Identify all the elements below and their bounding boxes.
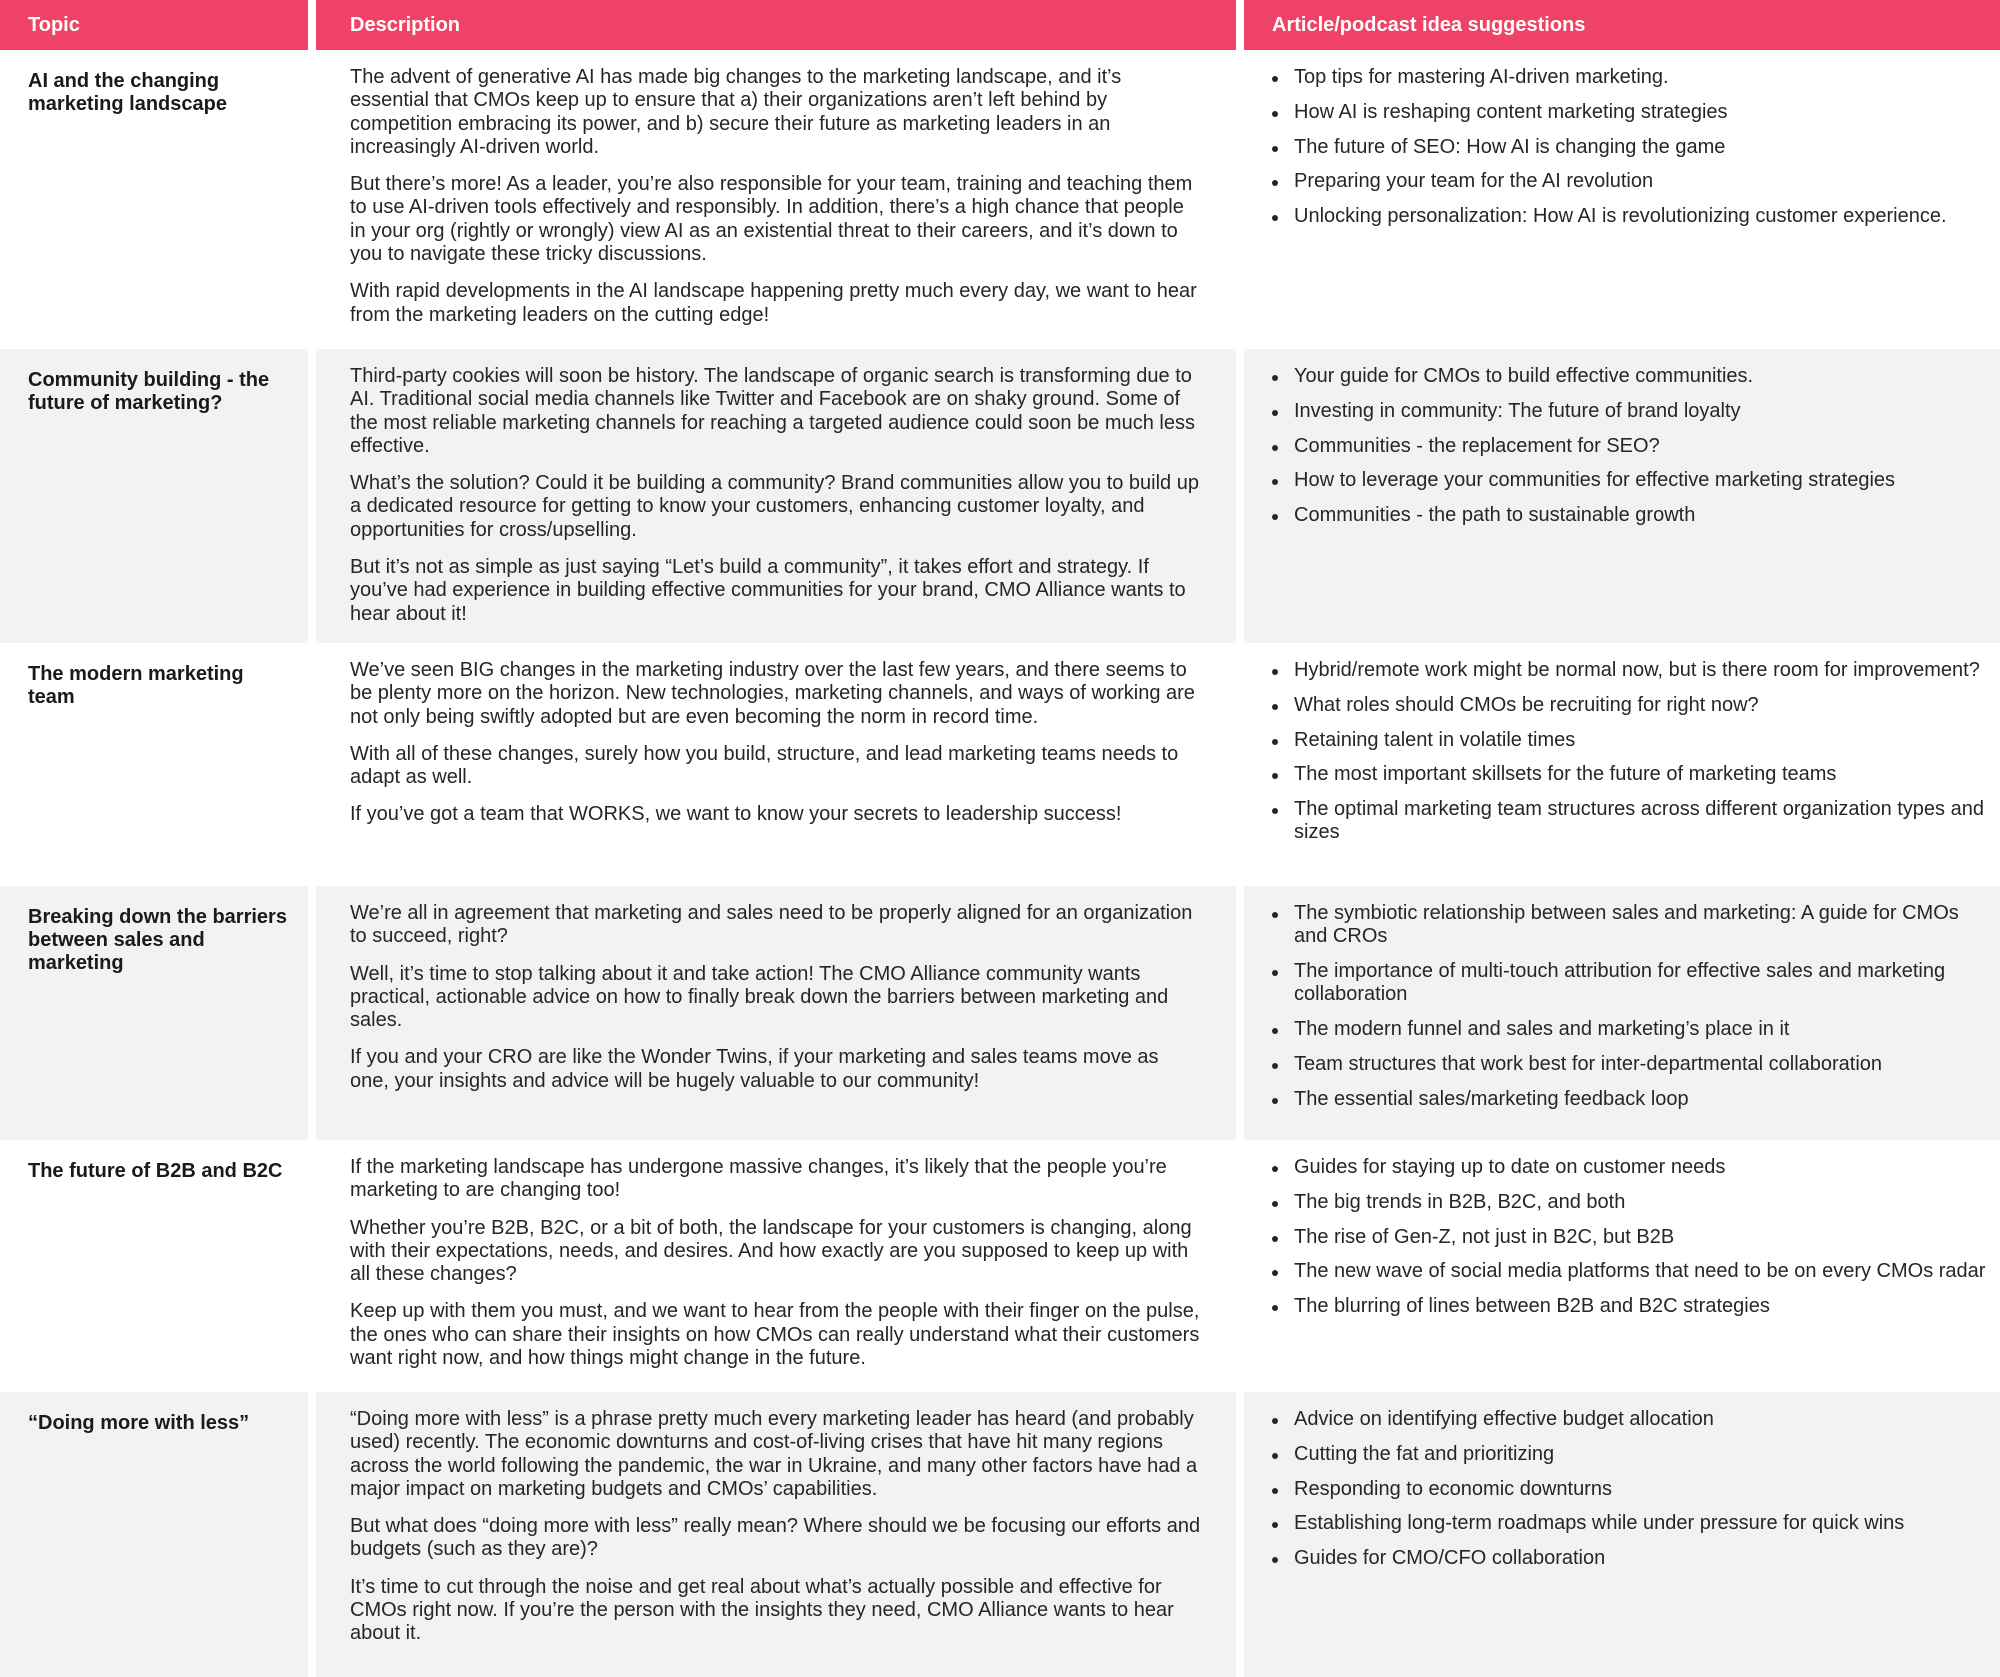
idea-item xyxy=(1264,469,1996,492)
description-paragraph: Keep up with them you must, and we want to hear from the people with their finger on the pulse, the ones who can share their insights on how CMOs can really understand what their customers want right now, and how things might change in the future. xyxy=(350,1300,1200,1370)
bullet-icon xyxy=(1272,1453,1278,1459)
bullet-icon xyxy=(1272,479,1278,485)
bullet-icon xyxy=(1272,1063,1278,1069)
idea-item xyxy=(1264,659,1996,682)
idea-text: The modern funnel and sales and marketing’s place in it xyxy=(1294,1018,1790,1041)
bullet-icon xyxy=(1272,1305,1278,1311)
idea-text: Your guide for CMOs to build effective communities. xyxy=(1294,365,1754,387)
bullet-icon xyxy=(1272,1098,1278,1104)
idea-item xyxy=(1264,1156,1996,1179)
bullet-icon xyxy=(1272,215,1278,221)
idea-item xyxy=(1264,1053,1996,1076)
bullet-icon xyxy=(1272,669,1278,675)
bullet-icon xyxy=(1272,1522,1278,1528)
description-cell xyxy=(316,1140,1236,1392)
idea-item xyxy=(1264,1443,1996,1466)
idea-text: The new wave of social media platforms that need to be on every CMOs radar xyxy=(1294,1260,1986,1283)
topic-cell: “Doing more with less” xyxy=(0,1392,308,1677)
idea-text: Establishing long-term roadmaps while under pressure for quick wins xyxy=(1294,1512,1905,1535)
description-paragraph: If you’ve got a team that WORKS, we want to know your secrets to leadership success! xyxy=(350,803,1122,826)
idea-text: Advice on identifying effective budget allocation xyxy=(1294,1408,1714,1430)
description-paragraph: “Doing more with less” is a phrase pretty much every marketing leader has heard (and probably used) recently. The economic downturns and cost-of-living crises that have hit many regions across the world following the pandemic, the war in Ukraine, and many other factors have had a major impact on marketing budgets and CMOs’ capabilities. xyxy=(350,1408,1198,1500)
bullet-icon xyxy=(1272,146,1278,152)
idea-item xyxy=(1264,902,1996,949)
description-cell xyxy=(316,349,1236,643)
description-paragraph: With all of these changes, surely how you build, structure, and lead marketing teams needs to adapt as well. xyxy=(350,742,1179,789)
bullet-icon xyxy=(1272,375,1278,381)
idea-text: Cutting the fat and prioritizing xyxy=(1294,1442,1555,1465)
bullet-icon xyxy=(1272,180,1278,186)
idea-item xyxy=(1264,1547,1996,1570)
bullet-icon xyxy=(1272,445,1278,451)
ideas-list xyxy=(1264,66,1996,228)
idea-text: Investing in community: The future of brand loyalty xyxy=(1294,399,1741,422)
bullet-icon xyxy=(1272,739,1278,745)
idea-text: The most important skillsets for the future of marketing teams xyxy=(1294,763,1837,786)
ideas-cell xyxy=(1244,886,2000,1140)
idea-text: The future of SEO: How AI is changing the game xyxy=(1294,135,1726,158)
header-ideas: Article/podcast idea suggestions xyxy=(1244,0,2000,50)
idea-text: What roles should CMOs be recruiting for right now? xyxy=(1294,693,1759,716)
description-paragraph: But there’s more! As a leader, you’re also responsible for your team, training and teaching them to use AI-driven tools effectively and responsibly. In addition, there’s a high chance that people in your org (rightly or wrongly) view AI as an existential threat to their careers, and it’s down to you to navigate these tricky discussions. xyxy=(350,173,1193,266)
idea-text: The importance of multi-touch attribution for effective sales and marketing collaboration xyxy=(1294,960,1946,1006)
idea-text: The blurring of lines between B2B and B2C strategies xyxy=(1294,1295,1770,1318)
description-cell xyxy=(316,643,1236,886)
bullet-icon xyxy=(1272,514,1278,520)
description-paragraph: What’s the solution? Could it be building a community? Brand communities allow you to build up a dedicated resource for getting to know your customers, enhancing customer loyalty, and opportunities for cross/upselling. xyxy=(350,472,1199,541)
bullet-icon xyxy=(1272,1028,1278,1034)
idea-item xyxy=(1264,1088,1996,1111)
idea-item xyxy=(1264,1408,1996,1431)
ideas-cell xyxy=(1244,643,2000,886)
idea-item xyxy=(1264,1295,1996,1318)
idea-item xyxy=(1264,435,1996,458)
idea-text: Team structures that work best for inter-departmental collaboration xyxy=(1294,1052,1883,1075)
idea-item xyxy=(1264,694,1996,717)
bullet-icon xyxy=(1272,76,1278,82)
ideas-list xyxy=(1264,365,1996,527)
ideas-cell xyxy=(1244,50,2000,349)
bullet-icon xyxy=(1272,1557,1278,1563)
idea-text: Guides for staying up to date on customer needs xyxy=(1294,1156,1726,1178)
bullet-icon xyxy=(1272,1201,1278,1207)
idea-item xyxy=(1264,170,1996,193)
idea-item xyxy=(1264,504,1996,527)
description-paragraph: We’re all in agreement that marketing and sales need to be properly aligned for an organization to succeed, right? xyxy=(350,902,1193,948)
bullet-icon xyxy=(1272,912,1278,918)
bullet-icon xyxy=(1272,1236,1278,1242)
description-paragraph: Well, it’s time to stop talking about it and take action! The CMO Alliance community wants practical, actionable advice on how to finally break down the barriers between marketing and sales. xyxy=(350,962,1169,1032)
topic-cell: The modern marketing team xyxy=(0,643,308,886)
idea-text: Preparing your team for the AI revolution xyxy=(1294,170,1654,193)
topic-cell: The future of B2B and B2C xyxy=(0,1140,308,1392)
idea-text: Communities - the replacement for SEO? xyxy=(1294,434,1660,457)
idea-item xyxy=(1264,729,1996,752)
description-paragraph: The advent of generative AI has made big changes to the marketing landscape, and it’s essential that CMOs keep up to ensure that a) their organizations aren’t left behind by competition embracing its power, and b) secure their future as marketing leaders in an increasingly AI-driven world. xyxy=(350,66,1122,158)
bullet-icon xyxy=(1272,808,1278,814)
idea-text: Responding to economic downturns xyxy=(1294,1477,1612,1500)
ideas-list xyxy=(1264,902,1996,1111)
idea-text: How to leverage your communities for effective marketing strategies xyxy=(1294,469,1896,492)
bullet-icon xyxy=(1272,773,1278,779)
description-paragraph: If the marketing landscape has undergone massive changes, it’s likely that the people you’re marketing to are changing too! xyxy=(350,1156,1167,1202)
idea-item xyxy=(1264,101,1996,124)
idea-item xyxy=(1264,1260,1996,1283)
bullet-icon xyxy=(1272,1418,1278,1424)
description-paragraph: Whether you’re B2B, B2C, or a bit of both, the landscape for your customers is changing, along with their expectations, needs, and desires. And how exactly are you supposed to keep up with all these changes? xyxy=(350,1216,1192,1286)
idea-text: How AI is reshaping content marketing strategies xyxy=(1294,100,1728,123)
idea-item xyxy=(1264,1018,1996,1041)
idea-text: Guides for CMO/CFO collaboration xyxy=(1294,1547,1606,1570)
bullet-icon xyxy=(1272,410,1278,416)
ideas-list xyxy=(1264,1408,1996,1570)
idea-text: Communities - the path to sustainable growth xyxy=(1294,504,1696,527)
idea-text: Hybrid/remote work might be normal now, but is there room for improvement? xyxy=(1294,659,1980,681)
ideas-cell xyxy=(1244,1140,2000,1392)
idea-text: The rise of Gen-Z, not just in B2C, but B2B xyxy=(1294,1225,1675,1248)
description-paragraph: But it’s not as simple as just saying “Let’s build a community”, it takes effort and strategy. If you’ve had experience in building effective communities for your brand, CMO Alliance wants to hear about it! xyxy=(350,556,1186,625)
idea-item xyxy=(1264,66,1996,89)
description-cell xyxy=(316,886,1236,1140)
description-cell xyxy=(316,1392,1236,1677)
topic-cell: Community building - the future of marketing? xyxy=(0,349,308,643)
idea-item xyxy=(1264,365,1996,388)
idea-item xyxy=(1264,960,1996,1007)
description-paragraph: It’s time to cut through the noise and get real about what’s actually possible and effective for CMOs right now. If you’re the person with the insights they need, CMO Alliance wants to hear about it. xyxy=(350,1575,1174,1645)
header-description: Description xyxy=(316,0,1236,50)
idea-text: The optimal marketing team structures across different organization types and sizes xyxy=(1294,798,1984,844)
ideas-list xyxy=(1264,1156,1996,1318)
idea-item xyxy=(1264,400,1996,423)
idea-item xyxy=(1264,1191,1996,1214)
bullet-icon xyxy=(1272,970,1278,976)
bullet-icon xyxy=(1272,1488,1278,1494)
description-paragraph: With rapid developments in the AI landscape happening pretty much every day, we want to hear from the marketing leaders on the cutting edge! xyxy=(350,280,1197,326)
idea-text: Unlocking personalization: How AI is revolutionizing customer experience. xyxy=(1294,205,1947,228)
description-cell xyxy=(316,50,1236,349)
idea-item xyxy=(1264,205,1996,228)
idea-item xyxy=(1264,1478,1996,1501)
bullet-icon xyxy=(1272,1270,1278,1276)
topic-cell: Breaking down the barriers between sales and marketing xyxy=(0,886,308,1140)
bullet-icon xyxy=(1272,111,1278,117)
description-paragraph: If you and your CRO are like the Wonder Twins, if your marketing and sales teams move as one, your insights and advice will be hugely valuable to our community! xyxy=(350,1046,1159,1092)
bullet-icon xyxy=(1272,704,1278,710)
idea-item xyxy=(1264,136,1996,159)
description-paragraph: But what does “doing more with less” really mean? Where should we be focusing our efforts and budgets (such as they are)? xyxy=(350,1515,1201,1561)
idea-text: The essential sales/marketing feedback loop xyxy=(1294,1087,1689,1110)
idea-item xyxy=(1264,763,1996,786)
topic-cell: AI and the changing marketing landscape xyxy=(0,50,308,349)
idea-text: The symbiotic relationship between sales and marketing: A guide for CMOs and CROs xyxy=(1294,902,1959,948)
ideas-cell xyxy=(1244,349,2000,643)
description-paragraph: Third-party cookies will soon be history. The landscape of organic search is transforming due to AI. Traditional social media channels like Twitter and Facebook are on shaky ground. Some of the most reliable marketing channels for reaching a targeted audience could soon be much less effective. xyxy=(350,365,1195,457)
idea-text: Retaining talent in volatile times xyxy=(1294,728,1576,751)
idea-item xyxy=(1264,798,1996,845)
description-paragraph: We’ve seen BIG changes in the marketing industry over the last few years, and there seems to be plenty more on the horizon. New technologies, marketing channels, and ways of working are not only being swiftly adopted but are even becoming the norm in record time. xyxy=(350,659,1195,728)
idea-text: Top tips for mastering AI-driven marketing. xyxy=(1294,66,1669,88)
idea-item xyxy=(1264,1226,1996,1249)
idea-item xyxy=(1264,1512,1996,1535)
ideas-list xyxy=(1264,659,1996,845)
ideas-cell xyxy=(1244,1392,2000,1677)
idea-text: The big trends in B2B, B2C, and both xyxy=(1294,1190,1626,1213)
header-topic: Topic xyxy=(0,0,308,50)
bullet-icon xyxy=(1272,1166,1278,1172)
